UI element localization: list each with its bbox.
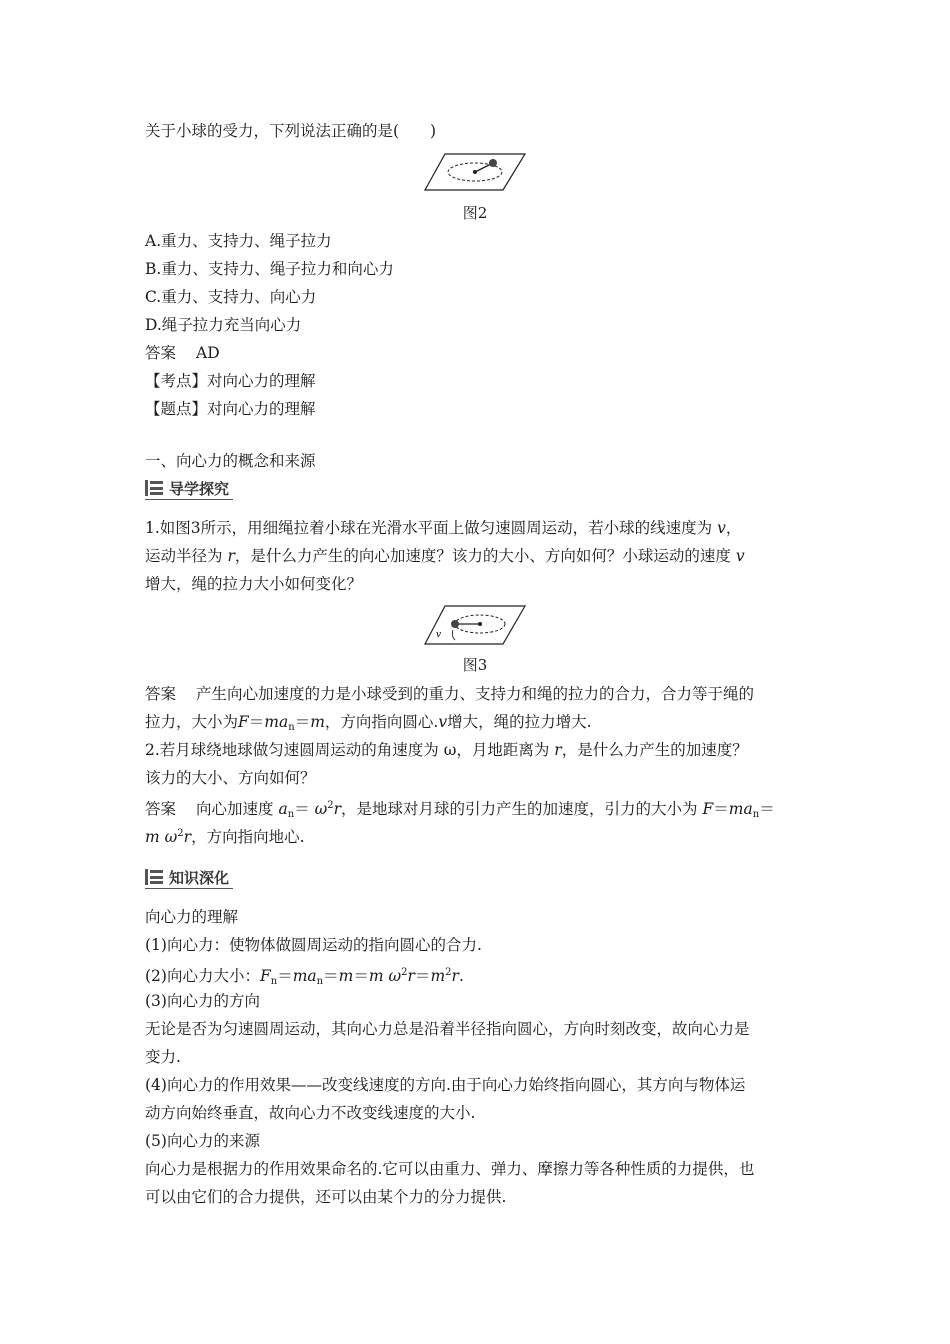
q1-text-1: 1.如图3所示，用细绳拉着小球在光滑水平面上做匀速圆周运动，若小球的线速度为 [145, 519, 713, 537]
q1-text-3: ，是什么力产生的向心加速度？该力的大小、方向如何？小球运动的速度 [234, 547, 731, 565]
figure-3-caption: 图3 [462, 656, 488, 674]
kaodian-line: 【考点】对向心力的理解 [145, 372, 316, 390]
figure-3-diagram [423, 604, 527, 646]
q2-text-2: ，是什么力产生的加速度？ [561, 741, 748, 759]
daoxue-title: 导学探究 [169, 479, 230, 498]
q1-line3: 增大，绳的拉力大小如何变化？ [145, 575, 363, 593]
deepen-p3-line1: 无论是否为匀速圆周运动，其向心力总是沿着半径指向圆心，方向时刻改变，故向心力是 [145, 1020, 750, 1038]
a1-text-2: 拉力，大小为 [145, 713, 239, 731]
a1-label: 答案 [145, 685, 177, 703]
deepen-p5-line2: 可以由它们的合力提供，还可以由某个力的分力提供. [145, 1188, 507, 1206]
a2-line1: 答案 向心加速度 $a_n= \omega^2r$，是地球对月球的引力产生的加速度，引力的大小为 $F=ma_n=$ [145, 800, 775, 820]
tidian-line: 【题点】对向心力的理解 [145, 400, 316, 418]
option-a: A.重力、支持力、绳子拉力 [145, 232, 332, 250]
deepen-p4-line2: 动方向始终垂直，故向心力不改变线速度的大小. [145, 1104, 476, 1122]
answer-label: 答案 [145, 344, 177, 362]
a2-text-2: ，是地球对月球的引力产生的加速度，引力的大小为 [341, 800, 698, 818]
zhishi-title: 知识深化 [169, 868, 230, 887]
a2-label: 答案 [145, 800, 177, 818]
a2-text-1: 向心加速度 [196, 800, 274, 818]
q1-line1: 1.如图3所示，用细绳拉着小球在光滑水平面上做匀速圆周运动，若小球的线速度为 v， [145, 519, 742, 537]
q2-text-1: 2.若月球绕地球做匀速圆周运动的角速度为 ω，月地距离为 [145, 741, 550, 759]
a2-text-3: ，方向指向地心. [191, 828, 305, 846]
a1-text-1: 产生向心加速度的力是小球受到的重力、支持力和绳的拉力的合力，合力等于绳的 [196, 685, 755, 703]
figure-3-velocity-label: v [436, 630, 442, 640]
deepen-p5: (5)向心力的来源 [145, 1132, 260, 1150]
list-icon [145, 869, 163, 885]
option-b: B.重力、支持力、绳子拉力和向心力 [145, 260, 394, 278]
deepen-p3: (3)向心力的方向 [145, 992, 260, 1010]
option-c: C.重力、支持力、向心力 [145, 288, 317, 306]
q2-line2: 该力的大小、方向如何？ [145, 769, 316, 787]
q2-line1: 2.若月球绕地球做匀速圆周运动的角速度为 ω，月地距离为 r，是什么力产生的加速度？ [145, 741, 748, 759]
a1-line2: 拉力，大小为$F=ma_n=m$，方向指向圆心.v增大，绳的拉力增大. [145, 713, 592, 733]
deepen-p1: (1)向心力：使物体做圆周运动的指向圆心的合力. [145, 936, 482, 954]
deepen-title: 向心力的理解 [145, 908, 239, 926]
deepen-p4-line1: (4)向心力的作用效果——改变线速度的方向.由于向心力始终指向圆心，其方向与物体运 [145, 1076, 746, 1094]
daoxue-header [145, 477, 233, 500]
zhishi-header [145, 866, 233, 889]
a2-line2: m $\omega^2r$，方向指向地心. [145, 828, 305, 846]
a1-line1 [145, 684, 754, 704]
figure-2-diagram [423, 152, 527, 192]
a1-text-3: ，方向指向圆心. [324, 713, 439, 731]
list-icon [145, 480, 163, 496]
answer-value: AD [196, 344, 220, 362]
answer-line [145, 343, 220, 363]
deepen-p2-label: (2)向心力大小： [145, 967, 260, 985]
deepen-p3-line2: 变力. [145, 1048, 181, 1066]
option-d: D.绳子拉力充当向心力 [145, 316, 302, 334]
q1-line2: 运动半径为 r，是什么力产生的向心加速度？该力的大小、方向如何？小球运动的速度 v [145, 547, 745, 565]
question-intro: 关于小球的受力，下列说法正确的是( ) [145, 122, 437, 140]
section-title: 一、向心力的概念和来源 [145, 452, 316, 470]
a1-text-4: 增大，绳的拉力增大. [447, 713, 592, 731]
deepen-p5-line1: 向心力是根据力的作用效果命名的.它可以由重力、弹力、摩擦力等各种性质的力提供，也 [145, 1160, 755, 1178]
figure-2-caption: 图2 [462, 204, 488, 222]
deepen-p2: (2)向心力大小：$F_n=ma_n=m=m$ $\omega^2r=m^2r$. [145, 967, 464, 987]
q1-text-2: 运动半径为 [145, 547, 223, 565]
